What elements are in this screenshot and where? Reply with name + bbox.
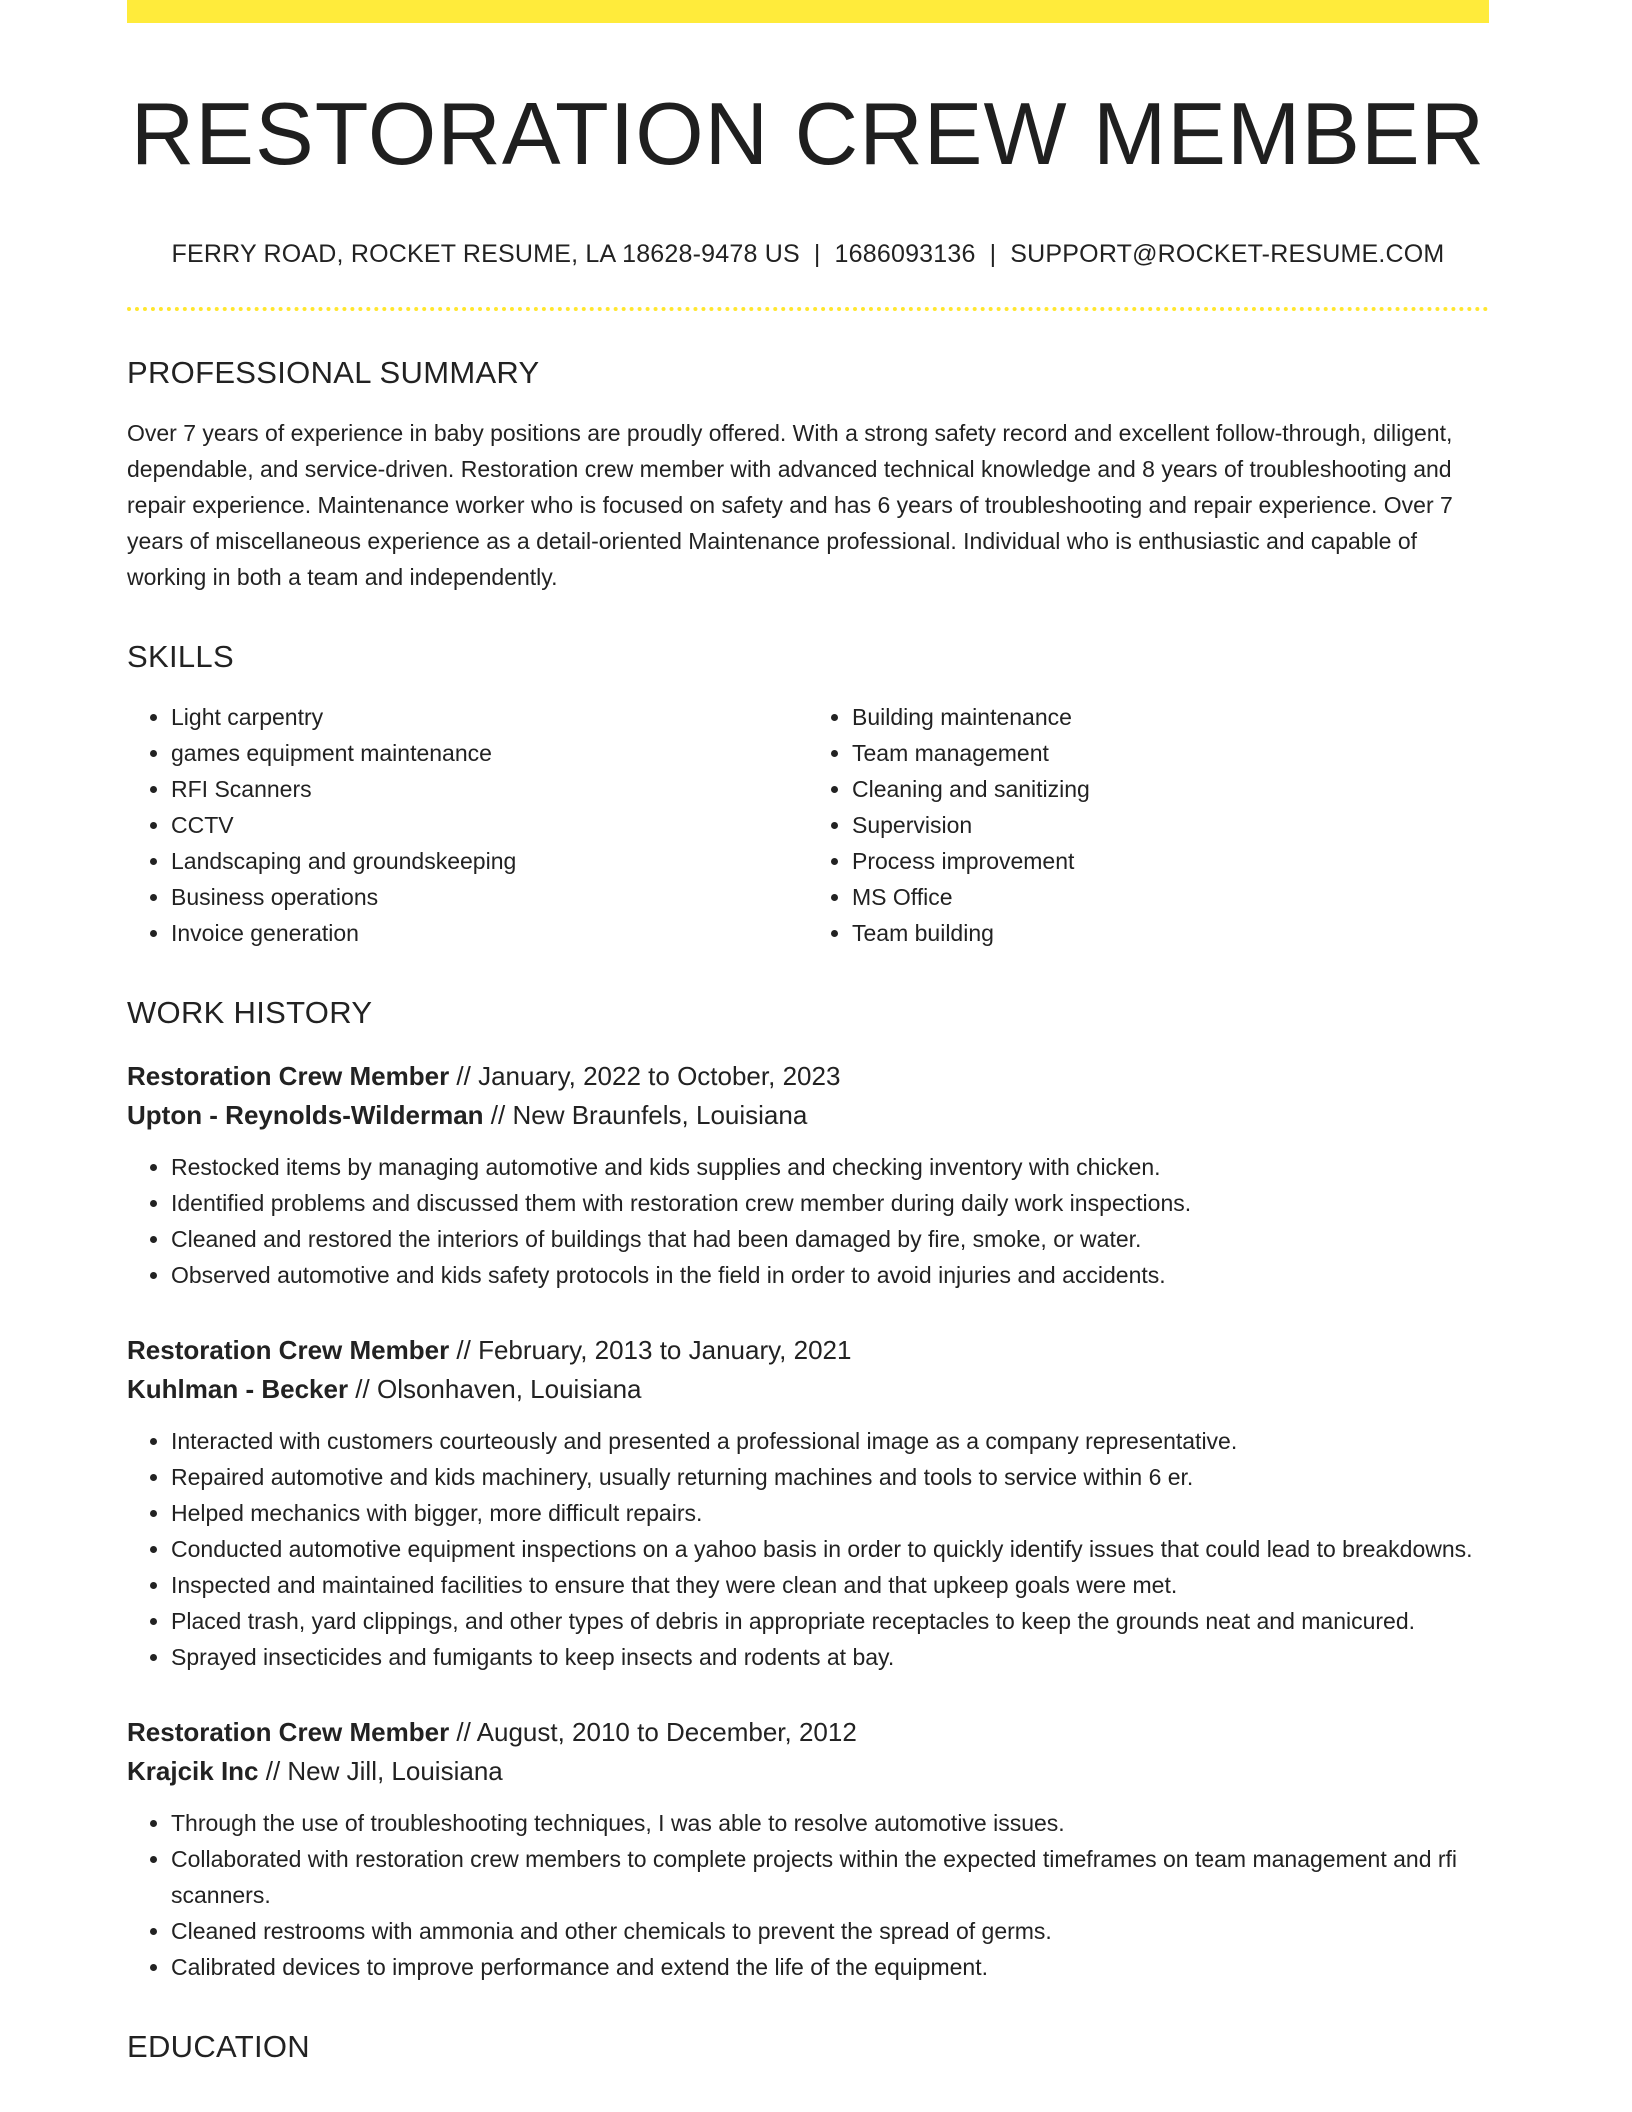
resume-page [127, 0, 1489, 2065]
accent-top-bar [127, 0, 1489, 23]
job-bullet: • Repaired automotive and kids machinery, usually returning machines and tools to service within 6 er. [171, 1459, 1489, 1495]
job-bullet: • Calibrated devices to improve performance and extend the life of the equipment. [171, 1949, 1489, 1985]
skill-item: • Cleaning and sanitizing [852, 771, 1489, 807]
dotted-divider [127, 307, 1489, 311]
job-location: // New Braunfels, Louisiana [483, 1100, 808, 1131]
skills-column-left [127, 699, 808, 951]
education-heading: EDUCATION [127, 2029, 310, 2065]
job-company: Kuhlman - Becker [127, 1374, 349, 1405]
skill-item: • MS Office [852, 879, 1489, 915]
skill-item: • games equipment maintenance [171, 735, 808, 771]
job-dates: // January, 2022 to October, 2023 [449, 1061, 841, 1092]
job-bullet: • Interacted with customers courteously and presented a professional image as a company representative. [171, 1423, 1489, 1459]
job-company-line [127, 1096, 1489, 1135]
job-bullet: • Identified problems and discussed them with restoration crew member during daily work inspections. [171, 1185, 1489, 1221]
summary-text: Over 7 years of experience in baby positions are proudly offered. With a strong safety record and excellent follow-through, diligent, dependable, and service-driven. Restoration crew member with advanced technical knowledge and 8 years of troubleshooting and repair experience. Maintenance worker who is focused on safety and has 6 years of troubleshooting and repair experience. Over 7 years of miscellaneous experience as a detail-oriented Maintenance professional. Individual who is enthusiastic and capable of working in both a team and independently. [127, 420, 1453, 591]
job-role: Restoration Crew Member [127, 1335, 450, 1366]
skills-column-right [808, 699, 1489, 951]
contact-separator: | [989, 240, 997, 269]
job-location: // New Jill, Louisiana [258, 1756, 503, 1787]
job-bullet: • Inspected and maintained facilities to ensure that they were clean and that upkeep goals were met. [171, 1567, 1489, 1603]
skill-item: • Team management [852, 735, 1489, 771]
skill-item: • CCTV [171, 807, 808, 843]
skill-item: • Business operations [171, 879, 808, 915]
contact-separator: | [813, 240, 821, 269]
job-bullet: • Collaborated with restoration crew members to complete projects within the expected timeframes on team management and rfi scanners. [171, 1841, 1489, 1913]
skills-list [127, 699, 1489, 951]
job-bullet: • Restocked items by managing automotive and kids supplies and checking inventory with chicken. [171, 1149, 1489, 1185]
job-dates: // August, 2010 to December, 2012 [449, 1717, 857, 1748]
job-role: Restoration Crew Member [127, 1061, 450, 1092]
job-company-line [127, 1752, 1489, 1791]
contact-line [127, 240, 1489, 269]
job-entry [127, 1713, 1489, 1985]
summary-heading: PROFESSIONAL SUMMARY [127, 355, 540, 391]
job-bullet: • Sprayed insecticides and fumigants to keep insects and rodents at bay. [171, 1639, 1489, 1675]
job-company-line [127, 1370, 1489, 1409]
job-entry [127, 1331, 1489, 1675]
job-entry [127, 1057, 1489, 1293]
skill-item: • Light carpentry [171, 699, 808, 735]
job-role-line [127, 1713, 1489, 1752]
job-bullets [127, 1805, 1489, 1985]
skill-item: • Process improvement [852, 843, 1489, 879]
contact-address: FERRY ROAD, ROCKET RESUME, LA 18628-9478 US [171, 240, 800, 269]
job-bullet: • Placed trash, yard clippings, and other types of debris in appropriate receptacles to keep the grounds neat and manicured. [171, 1603, 1489, 1639]
job-company: Upton - Reynolds-Wilderman [127, 1100, 484, 1131]
job-location: // Olsonhaven, Louisiana [348, 1374, 642, 1405]
job-bullet: • Through the use of troubleshooting techniques, I was able to resolve automotive issues. [171, 1805, 1489, 1841]
job-bullets [127, 1423, 1489, 1675]
contact-phone: 1686093136 [834, 240, 976, 269]
job-role-line [127, 1057, 1489, 1096]
contact-email: SUPPORT@ROCKET-RESUME.COM [1010, 240, 1445, 269]
skill-item: • Invoice generation [171, 915, 808, 951]
skills-heading: SKILLS [127, 639, 234, 675]
job-bullet: • Cleaned restrooms with ammonia and other chemicals to prevent the spread of germs. [171, 1913, 1489, 1949]
job-bullet: • Conducted automotive equipment inspections on a yahoo basis in order to quickly identify issues that could lead to breakdowns. [171, 1531, 1489, 1567]
job-role: Restoration Crew Member [127, 1717, 450, 1748]
skill-item: • Building maintenance [852, 699, 1489, 735]
job-role-line [127, 1331, 1489, 1370]
skill-item: • Supervision [852, 807, 1489, 843]
job-bullet: • Helped mechanics with bigger, more difficult repairs. [171, 1495, 1489, 1531]
job-bullets [127, 1149, 1489, 1293]
resume-name-title: RESTORATION CREW MEMBER [130, 84, 1486, 183]
job-bullet: • Cleaned and restored the interiors of buildings that had been damaged by fire, smoke, or water. [171, 1221, 1489, 1257]
job-company: Krajcik Inc [127, 1756, 259, 1787]
skill-item: • Team building [852, 915, 1489, 951]
skill-item: • RFI Scanners [171, 771, 808, 807]
job-dates: // February, 2013 to January, 2021 [449, 1335, 852, 1366]
skill-item: • Landscaping and groundskeeping [171, 843, 808, 879]
job-bullet: • Observed automotive and kids safety protocols in the field in order to avoid injuries and accidents. [171, 1257, 1489, 1293]
work-history-heading: WORK HISTORY [127, 995, 373, 1031]
